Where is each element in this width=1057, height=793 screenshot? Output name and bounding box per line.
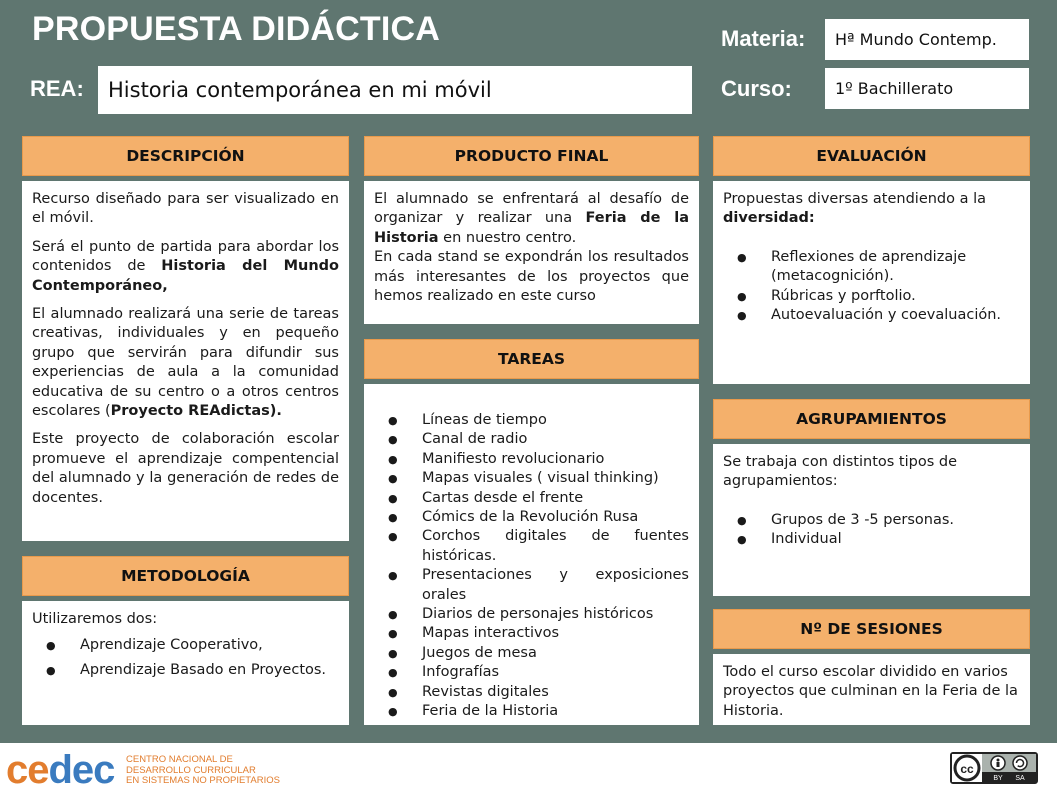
descripcion-p3: El alumnado realizará una serie de tareas creativas, individuales y en pequeño grupo que servirán para difundir sus experiencias de aula a la comunidad educativa de su centro o a otros centros escolares (Proyecto REAdictas). <box>32 306 339 420</box>
agrupamientos-list <box>723 511 1020 550</box>
list-item: ● Reflexiones de aprendizaje (metacognición). <box>723 248 1020 287</box>
list-item: ● Feria de la Historia <box>374 702 689 721</box>
agrupamientos-intro: Se trabaja con distintos tipos de agrupamientos: <box>723 454 958 490</box>
curso-field: 1º Bachillerato <box>825 68 1029 109</box>
list-item: ● Líneas de tiempo <box>374 411 689 430</box>
cedec-logo: cedec <box>6 748 115 792</box>
list-item: ● Grupos de 3 -5 personas. <box>723 511 1020 530</box>
list-item: ● Autoevaluación y coevaluación. <box>723 306 1020 325</box>
list-item: ● Rúbricas y porftolio. <box>723 287 1020 306</box>
sesiones-box <box>713 654 1030 725</box>
list-item: ● Manifiesto revolucionario <box>374 450 689 469</box>
list-item: ● Aprendizaje Cooperativo, <box>32 636 339 655</box>
list-item: ● Mapas visuales ( visual thinking) <box>374 469 689 488</box>
sesiones-text: Todo el curso escolar dividido en varios proyectos que culminan en la Feria de la Historia. <box>723 664 1018 719</box>
descripcion-p2: Será el punto de partida para abordar los contenidos de Historia del Mundo Contemporáneo, <box>32 238 339 294</box>
list-item: ● Juegos de mesa <box>374 644 689 663</box>
list-item: ● Canal de radio <box>374 430 689 449</box>
metodologia-box <box>22 601 349 725</box>
producto-final-box <box>364 181 699 324</box>
producto-final-text-2: En cada stand se expondrán los resultados más interesantes de los proyectos que hemos realizado en este curso <box>374 249 689 305</box>
evaluacion-box <box>713 181 1030 384</box>
descripcion-p1: Recurso diseñado para ser visualizado en el móvil. <box>32 191 339 227</box>
metodologia-list <box>32 636 339 680</box>
cc-license-badge <box>950 752 1038 784</box>
list-item: ● Diarios de personajes históricos <box>374 605 689 624</box>
rea-label: REA: <box>30 76 84 101</box>
tareas-box <box>364 384 699 725</box>
tareas-header: TAREAS <box>364 339 699 379</box>
evaluacion-header: EVALUACIÓN <box>713 136 1030 176</box>
svg-text:cc: cc <box>960 762 974 776</box>
list-item: ● Cartas desde el frente <box>374 489 689 508</box>
tareas-list <box>374 411 689 722</box>
list-item: ● Individual <box>723 530 1020 549</box>
descripcion-box <box>22 181 349 541</box>
agrupamientos-header: AGRUPAMIENTOS <box>713 399 1030 439</box>
evaluacion-intro: Propuestas diversas atendiendo a la diversidad: <box>723 191 987 227</box>
list-item: ● Presentaciones y exposiciones orales <box>374 566 689 605</box>
list-item: ● Aprendizaje Basado en Proyectos. <box>32 661 339 680</box>
sesiones-header: Nº DE SESIONES <box>713 609 1030 649</box>
curso-label: Curso: <box>721 76 792 101</box>
materia-label: Materia: <box>721 26 806 51</box>
cc-icon <box>952 754 1036 782</box>
descripcion-p4: Este proyecto de colaboración escolar promueve el aprendizaje compentencial del alumnado y la generación de redes de docentes. <box>32 431 339 506</box>
producto-final-header: PRODUCTO FINAL <box>364 136 699 176</box>
list-item: ● Cómics de la Revolución Rusa <box>374 508 689 527</box>
metodologia-header: METODOLOGÍA <box>22 556 349 596</box>
list-item: ● Revistas digitales <box>374 683 689 702</box>
agrupamientos-box <box>713 444 1030 596</box>
list-item: ● Corchos digitales de fuentes históricas. <box>374 527 689 566</box>
evaluacion-list <box>723 248 1020 326</box>
rea-field: Historia contemporánea en mi móvil <box>98 66 692 114</box>
svg-text:BY: BY <box>993 775 1003 782</box>
svg-text:SA: SA <box>1015 775 1025 782</box>
page-title: PROPUESTA DIDÁCTICA <box>32 10 441 48</box>
producto-final-text: El alumnado se enfrentará al desafío de organizar y realizar una Feria de la Historia en nuestro centro. <box>374 191 690 246</box>
cedec-subtitle: CENTRO NACIONAL DE DESARROLLO CURRICULAR EN SISTEMAS NO PROPIETARIOS <box>126 754 280 786</box>
metodologia-intro: Utilizaremos dos: <box>32 611 158 627</box>
list-item: ● Infografías <box>374 663 689 682</box>
list-item: ● Mapas interactivos <box>374 624 689 643</box>
descripcion-header: DESCRIPCIÓN <box>22 136 349 176</box>
materia-field: Hª Mundo Contemp. <box>825 19 1029 60</box>
